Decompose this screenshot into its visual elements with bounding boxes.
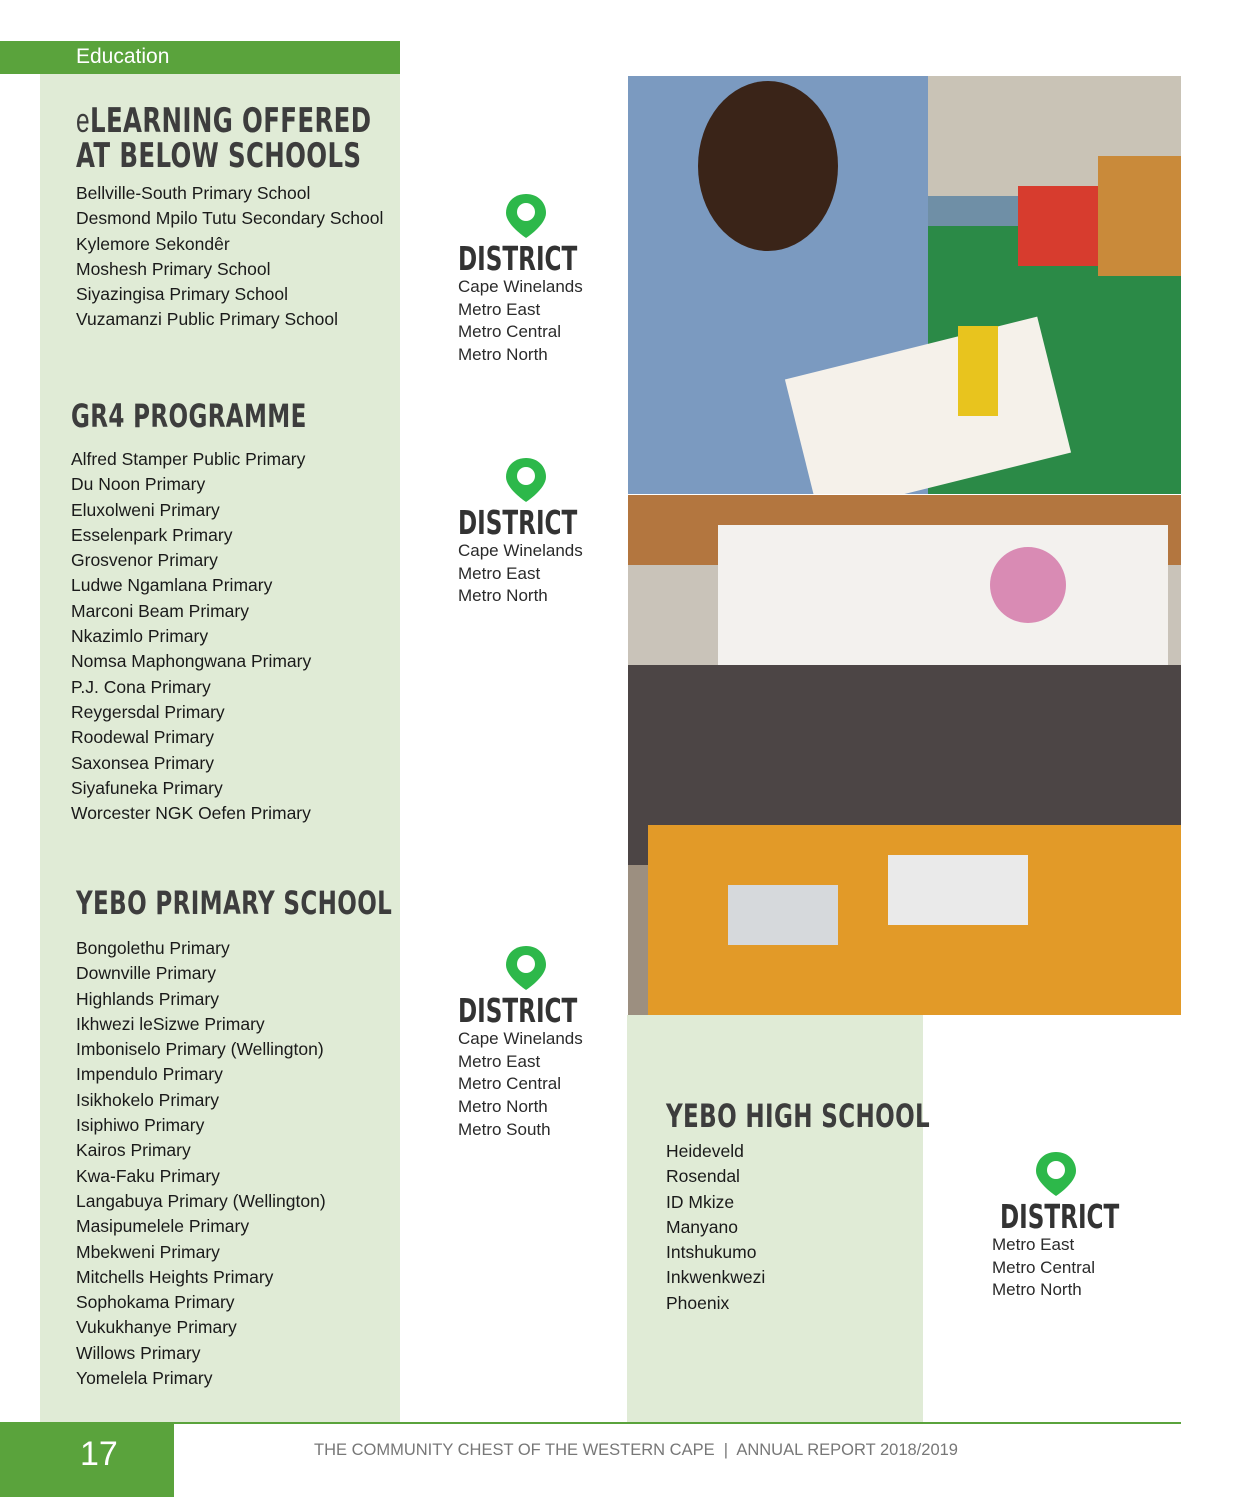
list-item: Metro South	[458, 1119, 551, 1139]
list-item: Metro Central	[458, 1074, 561, 1094]
yebo-high-heading: YEBO HIGH SCHOOL	[666, 1097, 931, 1135]
page-number-box	[0, 1422, 174, 1497]
list-item: Metro East	[458, 563, 541, 583]
list-item: Reygersdal Primary	[71, 701, 225, 722]
map-pin-icon	[503, 944, 549, 992]
list-item: Heideveld	[666, 1141, 744, 1161]
district-area-list	[458, 540, 608, 608]
list-item: Imboniselo Primary (Wellington)	[76, 1039, 324, 1060]
list-item: Metro East	[458, 1051, 541, 1071]
map-pin-icon	[1033, 1150, 1079, 1198]
list-item: Marconi Beam Primary	[71, 600, 249, 621]
list-item: Metro Central	[992, 1257, 1095, 1277]
list-item: Esselenpark Primary	[71, 524, 233, 545]
photo-illustration	[628, 76, 1181, 494]
map-pin-icon	[503, 456, 549, 504]
list-item: Alfred Stamper Public Primary	[71, 449, 306, 469]
list-item: Siyazingisa Primary School	[76, 284, 289, 305]
list-item: Roodewal Primary	[71, 727, 214, 748]
gr4-heading: GR4 PROGRAMME	[71, 397, 307, 435]
list-item: Mbekweni Primary	[76, 1241, 220, 1262]
district-area-list	[458, 1028, 608, 1142]
elearning-school-list	[76, 181, 383, 333]
list-item: Mitchells Heights Primary	[76, 1266, 274, 1287]
yebo-primary-heading: YEBO PRIMARY SCHOOL	[76, 884, 393, 922]
district-label: DISTRICT	[458, 239, 578, 278]
district-block-yebo-high	[992, 1150, 1142, 1302]
list-item: Masipumelele Primary	[76, 1216, 250, 1237]
district-label: DISTRICT	[1000, 1197, 1120, 1236]
list-item: Willows Primary	[76, 1342, 201, 1363]
list-item: Du Noon Primary	[71, 474, 206, 495]
gr4-school-list	[71, 447, 311, 826]
list-item: Kwa-Faku Primary	[76, 1165, 220, 1186]
list-item: Rosendal	[666, 1166, 740, 1187]
list-item: Sophokama Primary	[76, 1292, 235, 1313]
yebo-primary-school-list	[76, 936, 326, 1391]
list-item: Ikhwezi leSizwe Primary	[76, 1013, 265, 1034]
list-item: Inkwenkwezi	[666, 1267, 766, 1288]
list-item: Bellville-South Primary School	[76, 183, 311, 203]
footer-text: THE COMMUNITY CHEST OF THE WESTERN CAPE | ANNUAL REPORT 2018/2019	[314, 1441, 958, 1459]
list-item: Metro North	[458, 1097, 548, 1117]
list-item: Cape Winelands	[458, 277, 583, 296]
list-item: Isikhokelo Primary	[76, 1089, 219, 1110]
photo-workshop-group	[628, 495, 1181, 1015]
list-item: Metro North	[458, 345, 548, 365]
district-block-elearning	[458, 192, 608, 367]
list-item: Desmond Mpilo Tutu Secondary School	[76, 208, 384, 229]
list-item: Bongolethu Primary	[76, 938, 230, 958]
list-item: Nkazimlo Primary	[71, 626, 209, 647]
district-label: DISTRICT	[458, 503, 578, 542]
list-item: Eluxolweni Primary	[71, 499, 220, 520]
list-item: Downville Primary	[76, 963, 217, 984]
map-pin-icon	[503, 192, 549, 240]
district-label: DISTRICT	[458, 991, 578, 1030]
list-item: Langabuya Primary (Wellington)	[76, 1190, 326, 1211]
list-item: Intshukumo	[666, 1242, 757, 1263]
photo-illustration	[628, 495, 1181, 1015]
district-area-list	[458, 276, 608, 367]
photo-teacher-writing	[628, 76, 1181, 494]
district-block-yebo-primary	[458, 944, 608, 1142]
page-number: 17	[80, 1435, 118, 1473]
list-item: Metro East	[992, 1235, 1075, 1254]
list-item: Kairos Primary	[76, 1140, 191, 1161]
list-item: Vuzamanzi Public Primary School	[76, 309, 338, 330]
footer-divider	[174, 1422, 1181, 1424]
list-item: Cape Winelands	[458, 541, 583, 560]
list-item: Worcester NGK Oefen Primary	[71, 803, 311, 824]
list-item: Ludwe Ngamlana Primary	[71, 575, 273, 596]
list-item: P.J. Cona Primary	[71, 676, 211, 697]
list-item: Siyafuneka Primary	[71, 777, 223, 798]
list-item: Grosvenor Primary	[71, 550, 218, 571]
list-item: Vukukhanye Primary	[76, 1317, 237, 1338]
list-item: Metro East	[458, 299, 541, 319]
yebo-high-school-list	[666, 1139, 765, 1316]
elearning-heading: eLEARNING OFFERED AT BELOW SCHOOLS	[76, 101, 372, 176]
list-item: Metro North	[458, 586, 548, 606]
list-item: Highlands Primary	[76, 988, 219, 1009]
list-item: Isiphiwo Primary	[76, 1115, 205, 1136]
list-item: Nomsa Maphongwana Primary	[71, 651, 312, 672]
list-item: ID Mkize	[666, 1191, 735, 1212]
list-item: Kylemore Sekondêr	[76, 233, 230, 254]
district-area-list	[992, 1234, 1142, 1302]
list-item: Metro North	[992, 1280, 1082, 1300]
list-item: Impendulo Primary	[76, 1064, 223, 1085]
list-item: Yomelela Primary	[76, 1368, 213, 1389]
list-item: Phoenix	[666, 1292, 730, 1313]
list-item: Manyano	[666, 1216, 738, 1237]
list-item: Metro Central	[458, 322, 561, 342]
district-block-gr4	[458, 456, 608, 608]
list-item: Moshesh Primary School	[76, 258, 271, 279]
list-item: Saxonsea Primary	[71, 752, 214, 773]
section-tab	[0, 41, 400, 74]
list-item: Cape Winelands	[458, 1029, 583, 1048]
section-title: Education	[76, 45, 170, 68]
